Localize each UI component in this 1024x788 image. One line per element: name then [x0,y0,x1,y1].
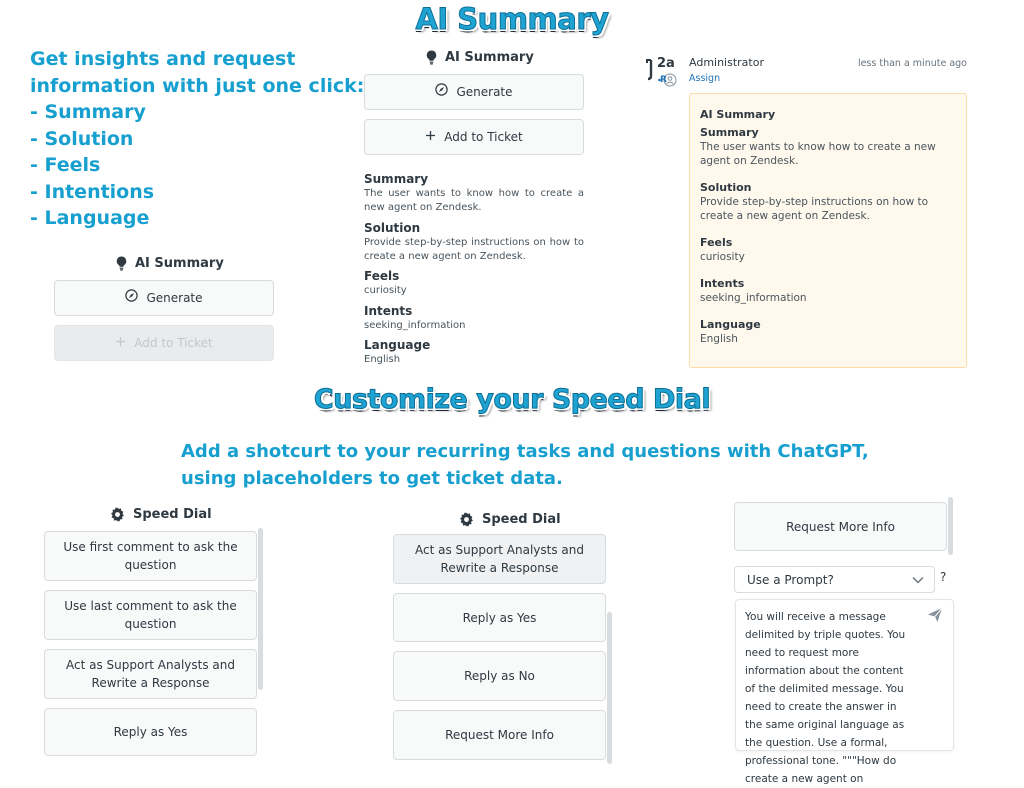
result-text: seeking_information [364,320,466,331]
generate-label: Generate [146,291,203,305]
speed-dial-item-label: Request More Info [445,728,554,742]
prompt-select[interactable] [734,566,935,593]
add-to-ticket-label: Add to Ticket [444,130,523,144]
intro-line: - Language [30,207,150,229]
card-section-label: Language [700,318,761,331]
card-section-text: Provide step-by-step instructions on how to create a new agent on Zendesk. [700,196,929,222]
prompt-help[interactable]: ? [940,570,947,584]
compass-icon [125,289,138,307]
panel-title-text: Speed Dial [482,512,561,527]
card-section-label: Summary [700,126,759,139]
prompt-select-value: Use a Prompt? [747,572,834,587]
request-more-info-label: Request More Info [786,519,895,534]
intro-line: Add a shotcurt to your recurring tasks and questions with ChatGPT, [181,441,869,462]
ai-panel-small-title [116,256,224,271]
lightbulb-icon [116,256,127,271]
generate-button[interactable] [364,74,584,110]
speed-dial-item-label: Reply as Yes [113,725,188,739]
generate-button[interactable] [54,280,274,316]
result-solution [364,221,584,264]
card-section-label: Intents [700,277,745,290]
speed-dial-mid-scrollbar[interactable] [607,612,612,764]
speed-dial-mid-title [459,512,561,527]
avatar-badge: 2a [657,56,675,71]
prompt-textarea[interactable] [735,599,954,785]
intro-line: information with just one click: [30,74,365,97]
prompt-text: You will receive a message delimited by triple quotes. You need to request more information about the content of the delimited message. You need to create the answer in the same original language as the question. Use a formal, professional tone. """How do create a new agent on [745,611,906,785]
speed-dial-item-label: Act as Support Analysts and Rewrite a Response [66,658,235,690]
panel-title-text: AI Summary [445,50,534,65]
card-section-text: seeking_information [700,292,807,304]
card-section-text: curiosity [700,251,745,263]
speed-dial-item[interactable] [44,708,257,756]
speed-dial-right-scrollbar[interactable] [948,497,953,555]
intro-line: - Intentions [30,180,155,203]
result-text: The user wants to know how to create a new agent on Zendesk. [364,188,584,213]
speed-dial-item[interactable] [44,649,257,699]
result-intents [364,304,584,333]
generate-label: Generate [456,85,513,99]
ai-panel-mid-title [426,50,534,65]
intro-line: - Solution [30,127,134,150]
speed-dial-item[interactable] [393,593,606,642]
plus-icon [115,334,126,352]
send-icon[interactable] [927,607,943,628]
speed-dial-left-scrollbar[interactable] [258,528,263,690]
card-section-text: English [700,333,738,345]
ai-summary-heading: AI Summary [415,2,609,36]
add-to-ticket-button[interactable] [54,325,274,361]
result-label: Language [364,338,431,352]
avatar-badge-r: R [660,75,667,85]
result-feels [364,269,584,298]
card-section-label: Feels [700,236,733,249]
panel-title-text: AI Summary [135,256,224,271]
result-text: curiosity [364,285,407,296]
request-more-info-button[interactable] [734,502,947,551]
intro-line: - Feels [30,154,101,176]
speed-dial-item[interactable] [393,651,606,701]
card-section-text: The user wants to know how to create a new agent on Zendesk. [700,141,936,167]
assign-link[interactable]: Assign [689,73,721,84]
comment-author[interactable]: Administrator [689,56,764,69]
intro-line: - Summary [30,101,146,123]
result-language [364,338,584,367]
add-to-ticket-button[interactable] [364,119,584,155]
chevron-down-icon [912,573,924,587]
speed-dial-item[interactable] [393,710,606,760]
speed-dial-item-label: Use first comment to ask the question [63,540,238,572]
speed-dial-item-label: Act as Support Analysts and Rewrite a Response [415,543,584,575]
speed-dial-item[interactable] [44,590,257,640]
speed-dial-item-label: Reply as No [464,669,535,683]
speed-dial-item[interactable] [44,531,257,581]
gear-icon [110,507,125,522]
result-label: Summary [364,172,429,186]
speed-dial-intro [181,439,869,492]
card-title: AI Summary [700,108,776,121]
speed-dial-left-title [110,507,212,522]
intro-line: Get insights and request [30,48,296,70]
intro-line: using placeholders to get ticket data. [181,467,563,489]
panel-title-text: Speed Dial [133,507,212,522]
ai-summary-comment-card [689,93,967,368]
result-label: Feels [364,269,400,283]
plus-icon [425,128,436,146]
speed-dial-item-label: Reply as Yes [462,610,537,625]
speed-dial-heading: Customize your Speed Dial [313,384,711,415]
result-label: Intents [364,304,413,318]
speed-dial-item[interactable] [393,534,606,584]
result-summary [364,172,584,215]
result-label: Solution [364,221,421,235]
card-section-label: Solution [700,181,752,194]
comment-timestamp: less than a minute ago [857,58,967,69]
result-text: Provide step-by-step instructions on how to create a new agent on Zendesk. [364,237,584,262]
avatar[interactable] [642,56,682,90]
lightbulb-icon [426,50,437,65]
gear-icon [459,512,474,527]
add-to-ticket-label: Add to Ticket [134,336,213,350]
speed-dial-item-label: Use last comment to ask the question [64,599,237,631]
feature-intro [30,46,364,232]
compass-icon [435,83,448,101]
result-text: English [364,354,401,365]
